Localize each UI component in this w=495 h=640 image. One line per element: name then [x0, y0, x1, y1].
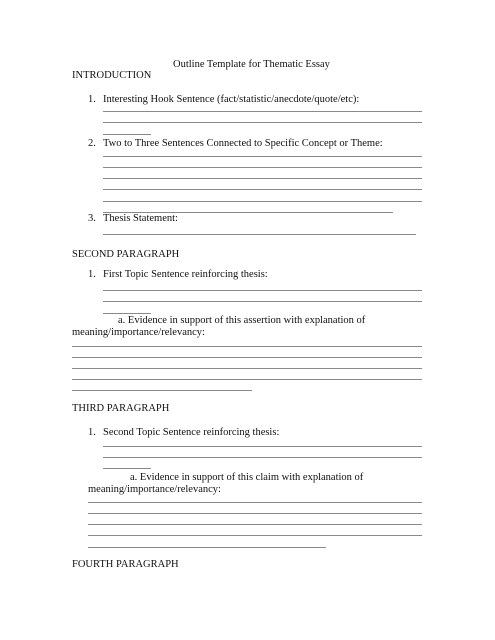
third-sub-a-line-1: a. Evidence in support of this claim with explanation of: [130, 472, 364, 483]
intro-item-2-number: 2.: [88, 138, 96, 149]
answer-line: [103, 134, 151, 135]
answer-line: [103, 468, 151, 469]
third-sub-a-line-2: meaning/importance/relevancy:: [88, 484, 221, 495]
second-sub-a-line-1: a. Evidence in support of this assertion with explanation of: [118, 315, 366, 326]
answer-line: [103, 167, 422, 168]
answer-line: [72, 346, 422, 347]
section-heading-third-paragraph: THIRD PARAGRAPH: [72, 403, 170, 414]
intro-item-1-number: 1.: [88, 94, 96, 105]
answer-line: [72, 368, 422, 369]
intro-item-3-number: 3.: [88, 213, 96, 224]
answer-line: [103, 178, 422, 179]
third-item-1-text: Second Topic Sentence reinforcing thesis:: [103, 427, 280, 438]
answer-line: [88, 502, 422, 503]
second-item-1-text: First Topic Sentence reinforcing thesis:: [103, 269, 268, 280]
answer-line: [103, 111, 422, 112]
answer-line: [88, 513, 422, 514]
intro-item-2-text: Two to Three Sentences Connected to Specific Concept or Theme:: [103, 138, 383, 149]
intro-item-1-text: Interesting Hook Sentence (fact/statistic/anecdote/quote/etc):: [103, 94, 360, 105]
answer-line: [103, 156, 422, 157]
answer-line: [72, 357, 422, 358]
answer-line: [88, 547, 326, 548]
section-heading-fourth-paragraph: FOURTH PARAGRAPH: [72, 559, 179, 570]
section-heading-introduction: INTRODUCTION: [72, 70, 152, 81]
third-item-1-number: 1.: [88, 427, 96, 438]
answer-line: [103, 201, 422, 202]
answer-line: [103, 313, 151, 314]
answer-line: [103, 446, 422, 447]
answer-line: [103, 290, 422, 291]
answer-line: [103, 234, 416, 235]
answer-line: [103, 301, 422, 302]
answer-line: [72, 390, 252, 391]
answer-line: [103, 189, 422, 190]
second-sub-a-line-2: meaning/importance/relevancy:: [72, 327, 205, 338]
answer-line: [88, 524, 422, 525]
answer-line: [88, 535, 422, 536]
answer-line: [103, 457, 422, 458]
second-item-1-number: 1.: [88, 269, 96, 280]
answer-line: [103, 122, 422, 123]
section-heading-second-paragraph: SECOND PARAGRAPH: [72, 249, 180, 260]
document-title: Outline Template for Thematic Essay: [173, 59, 330, 70]
answer-line: [72, 379, 422, 380]
intro-item-3-text: Thesis Statement:: [103, 213, 178, 224]
